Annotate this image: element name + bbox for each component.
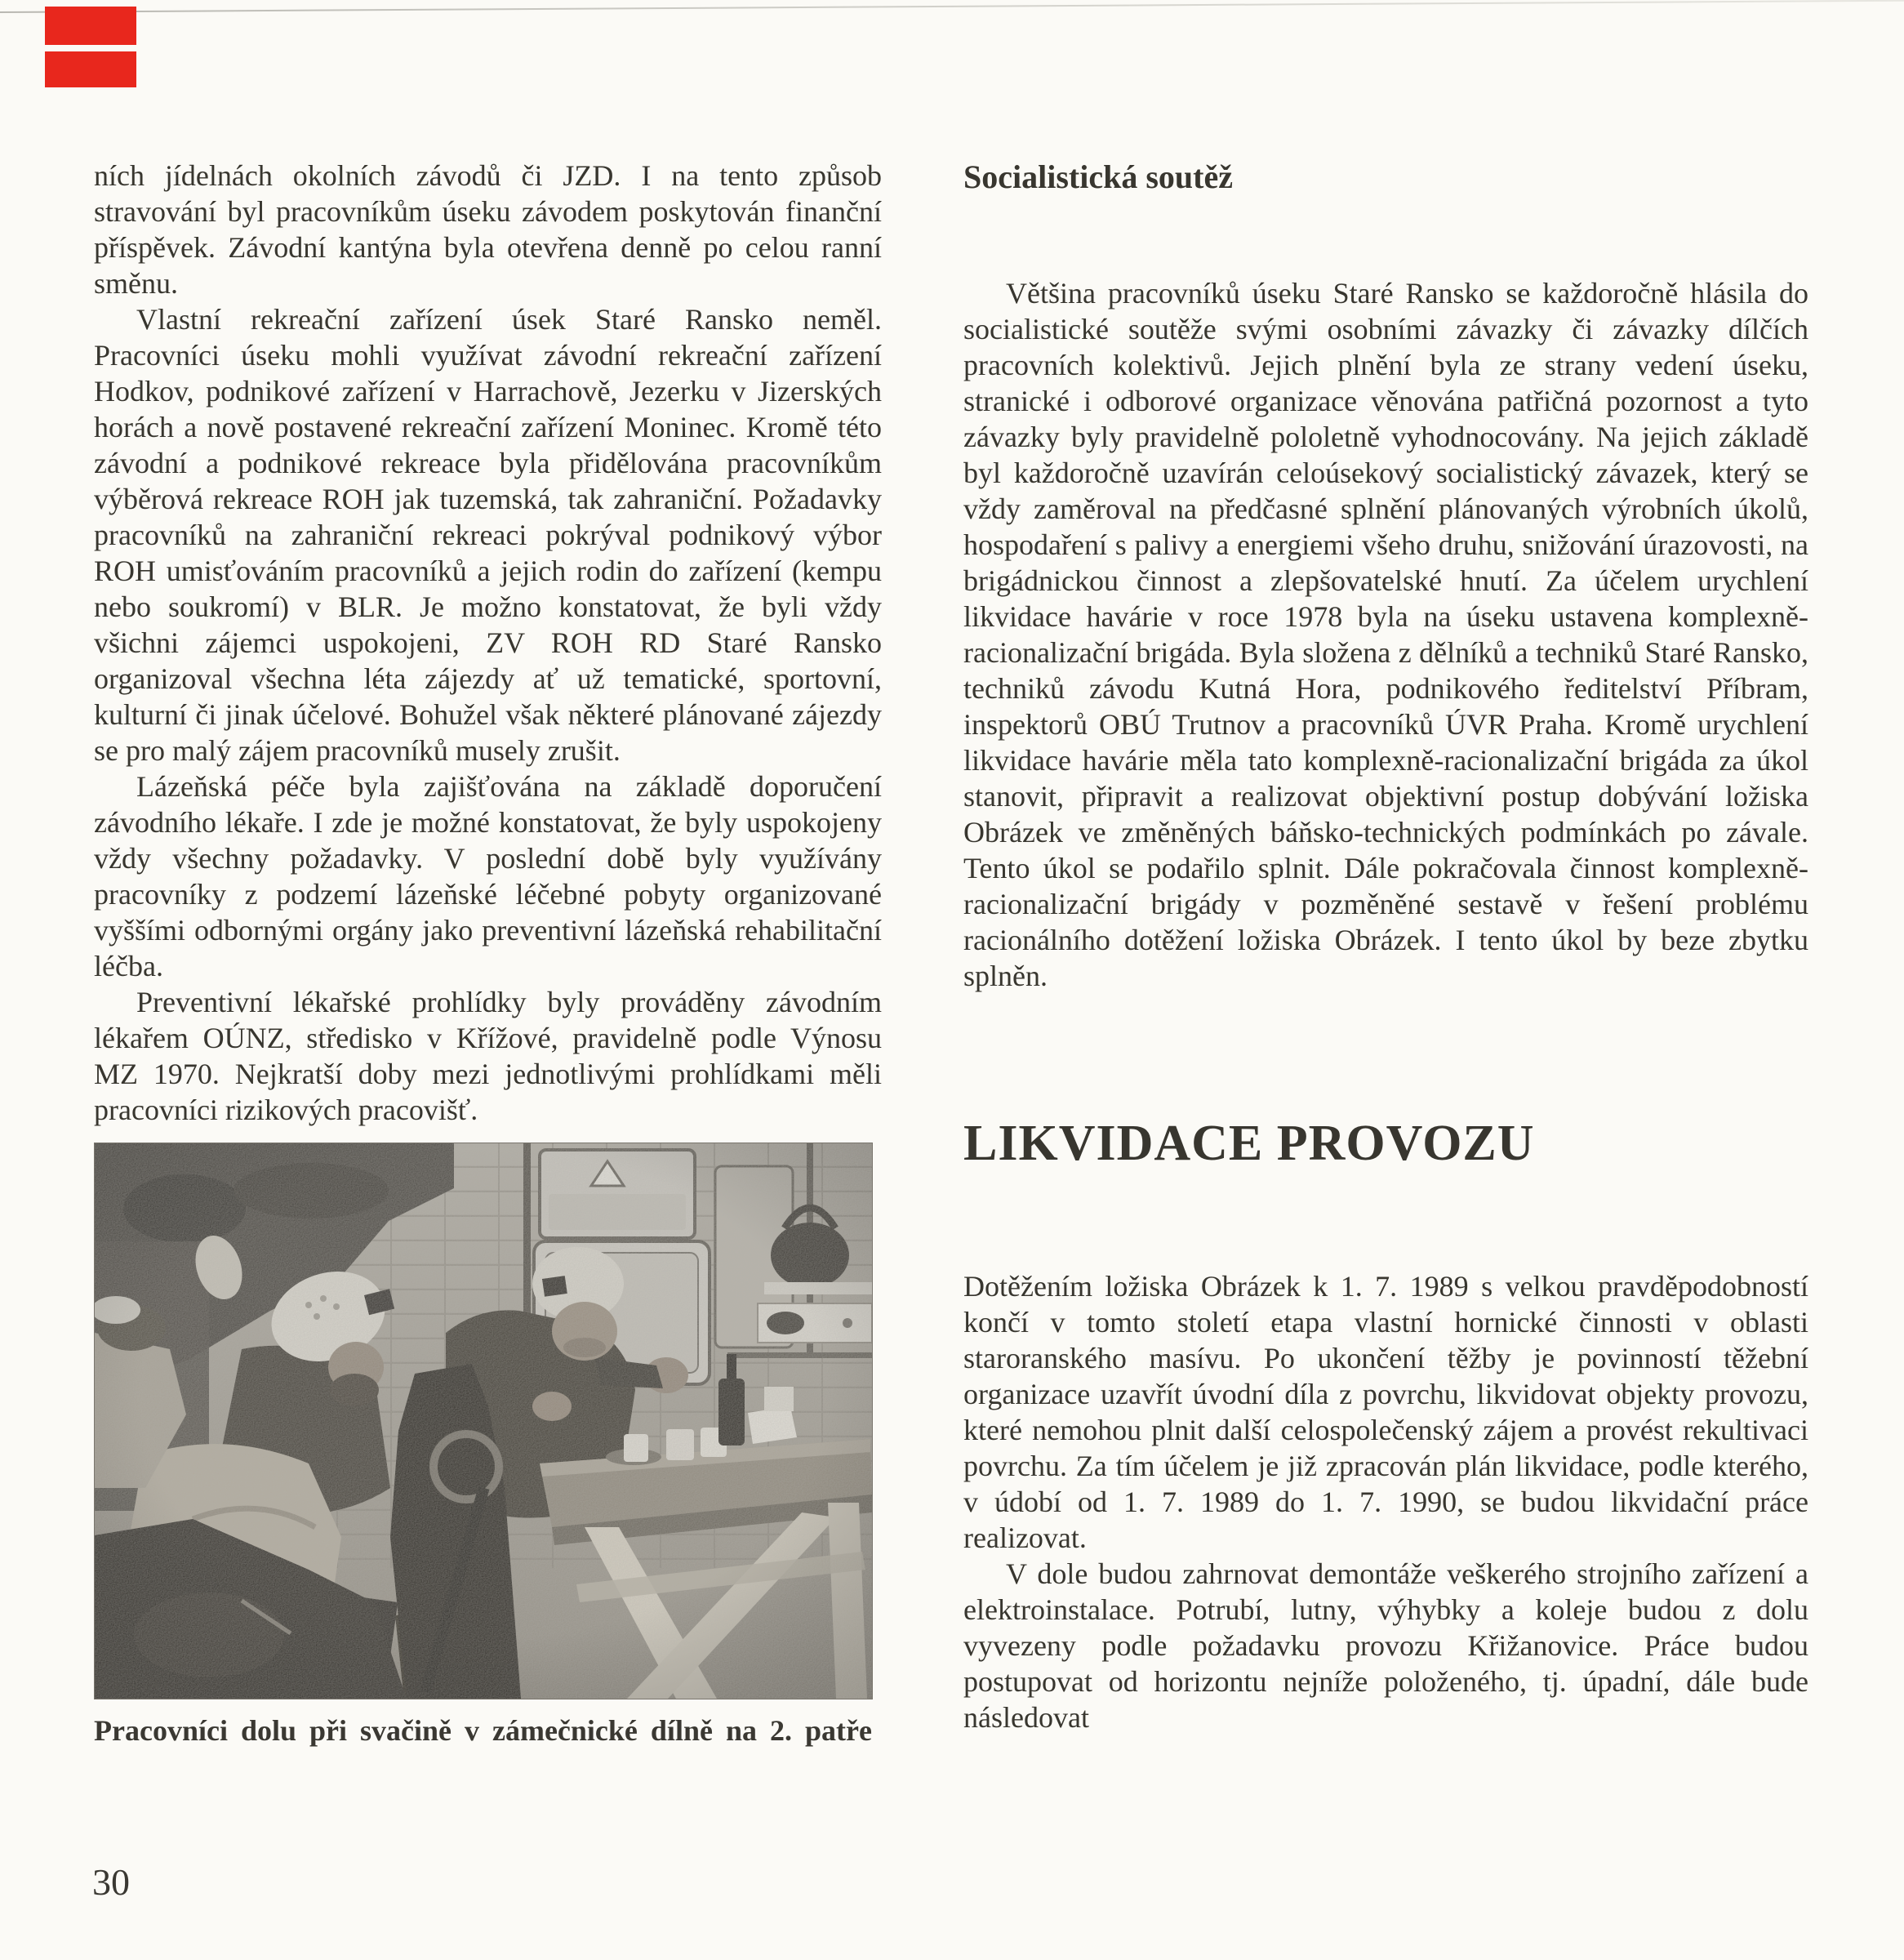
- print-registration-marks: [45, 7, 139, 94]
- paragraph: Dotěžením ložiska Obrázek k 1. 7. 1989 s velkou pravděpodobností končí v tomto století etapa vlastní hornické činnosti v oblasti staroranského masívu. Po ukončení těžby je povinností těžební organizace uzavřít úvodní díla z povrchu, likvidovat objekty provozu, které nemohou plnit další celospolečenský zájem a provést rekultivaci povrchu. Za tím účelem je již zpracován plán likvidace, podle kterého, v údobí od 1. 7. 1989 do 1. 7. 1990, se budou likvidační práce realizovat.: [963, 1270, 1808, 1554]
- workshop-photo: [94, 1143, 873, 1699]
- workshop-photo-illustration: [95, 1143, 872, 1699]
- chapter-text: [963, 1268, 1808, 1735]
- photo-caption: Pracovníci dolu při svačině v zámečnické dílně na 2. patře: [94, 1714, 872, 1747]
- paragraph: Většina pracovníků úseku Staré Ransko se každoročně hlásila do socialistické soutěže svými osobními závazky či závazky dílčích pracovních kolektivů. Jejich plnění byla ze strany vedení úseku, stranické i odborové organizace věnována patřičná pozornost a tyto závazky byly pravidelně pololetně vyhodnocovány. Na jejich základě byl každoročně uzavírán celoúsekový socialistický závazek, který se vždy zaměroval na předčasné splnění plánovaných výrobních úkolů, hospodaření s palivy a energiemi všeho druhu, snižování úrazovosti, na brigádnickou činnost a zlepšovatelské hnutí. Za účelem urychlení likvidace havárie v roce 1978 byla na úseku ustavena komplexně-racionalizační brigáda. Byla složena z dělníků a techniků Staré Ransko, techniků závodu Kutná Hora, podnikového ředitelství Příbram, inspektorů OBÚ Trutnov a pracovníků ÚVR Praha. Kromě urychlení likvidace havárie měla tato komplexně-racionalizační brigáda za úkol stanovit, připravit a realizovat objektivní postup dobývání ložiska Obrázek ve změněných báňsko-technických podmínkách po závale. Tento úkol se podařilo splnit. Dále pokračovala činnost komplexně-racionalizační brigády v pozměněné sestavě v řešení problému racionálního dotěžení ložiska Obrázek. I tento úkol by beze zbytku splněn.: [963, 277, 1808, 992]
- paragraph: Lázeňská péče byla zajišťována na základě doporučení závodního lékaře. I zde je možné konstatovat, že byly uspokojeny vždy všechny požadavky. V poslední době byly využívány pracovníky z podzemí lázeňské léčebné pobyty organizované vyššími odbornými orgány jako preventivní lázeňská rehabilitační léčba.: [94, 770, 882, 982]
- left-column-text: [94, 158, 882, 1128]
- registration-mark: [45, 51, 136, 87]
- paragraph: ních jídelnách okolních závodů či JZD. I na tento způsob stravování byl pracovníkům úseku závodem poskytován finanční příspěvek. Závodní kantýna byla otevřena denně po celou ranní směnu.: [94, 159, 882, 300]
- page-number: 30: [92, 1861, 130, 1903]
- chapter-heading: LIKVIDACE PROVOZU: [963, 1116, 1535, 1171]
- paragraph: V dole budou zahrnovat demontáže veškerého strojního zařízení a elektroinstalace. Potrubí, lutny, výhybky a koleje budou z dolu vyvezeny podle požadavku provozu Křižanovice. Práce budou postupovat od horizontu nejníže položeného, tj. úpadní, dále bude následovat: [963, 1557, 1808, 1734]
- scan-artifact-line: [0, 0, 1904, 13]
- left-column: [94, 158, 882, 1748]
- registration-mark: [45, 7, 136, 45]
- paragraph: Vlastní rekreační zařízení úsek Staré Ransko neměl. Pracovníci úseku mohli využívat závodní rekreační zařízení Hodkov, podnikové zařízení v Harrachově, Jezerku v Jizerských horách a nově postavené rekreační zařízení Moninec. Kromě této závodní a podnikové rekreace byla přidělována pracovníkům výběrová rekreace ROH jak tuzemská, tak zahraniční. Požadavky pracovníků na zahraniční rekreaci pokrýval podnikový výbor ROH umisťováním pracovníků a jejich rodin do zařízení (kempu nebo soukromí) v BLR. Je možno konstatovat, že byli vždy všichni zájemci uspokojeni, ZV ROH RD Staré Ransko organizoval všechna léta zájezdy ať už tematické, sportovní, kulturní či jinak účelové. Bohužel však některé plánované zájezdy se pro malý zájem pracovníků musely zrušit.: [94, 303, 882, 767]
- section-text: [963, 275, 1808, 994]
- paragraph: Preventivní lékařské prohlídky byly prováděny závodním lékařem OÚNZ, středisko v Křížové, pravidelně podle Výnosu MZ 1970. Nejkratší doby mezi jednotlivými prohlídkami měli pracovníci rizikových pracovišť.: [94, 986, 882, 1126]
- right-column: [963, 158, 1808, 1735]
- section-heading: Socialistická soutěž: [963, 158, 1233, 195]
